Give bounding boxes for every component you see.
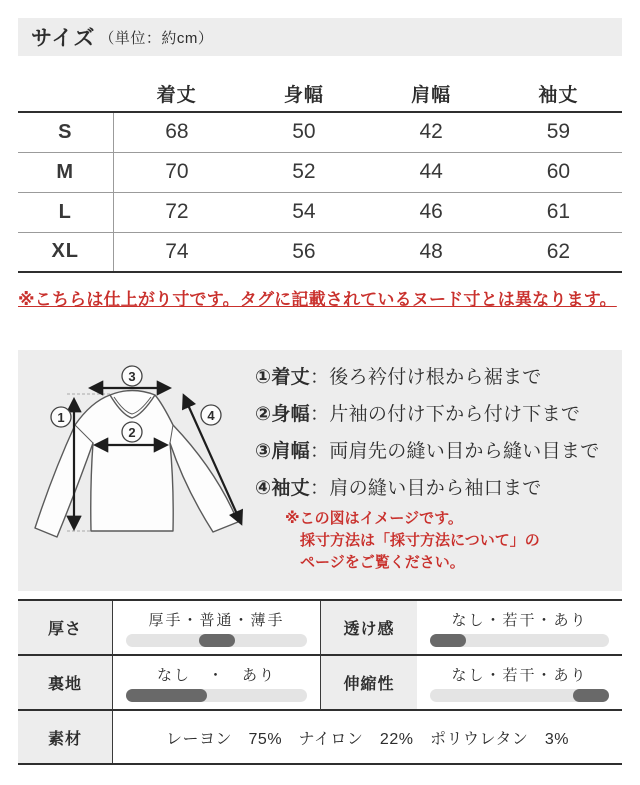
size-value: 54 (240, 192, 367, 232)
definition-term: ②身幅 (255, 404, 310, 425)
size-value: 62 (495, 232, 622, 272)
size-value: 44 (368, 152, 495, 192)
sheerness-scale-label: なし・若干・あり (451, 611, 588, 629)
spec-label-stretch: 伸縮性 (320, 656, 417, 711)
size-label: M (18, 152, 113, 192)
lining-slider-track (126, 689, 307, 702)
lining-scale-label: なし ・ あり (156, 666, 276, 684)
size-value: 46 (368, 192, 495, 232)
thickness-scale-label: 厚手・普通・薄手 (148, 611, 285, 629)
size-label: XL (18, 232, 113, 272)
definition-desc: ：後ろ衿付け根から裾まで (310, 367, 542, 388)
definition-desc: ：片袖の付け下から付け下まで (310, 404, 581, 425)
size-value: 42 (368, 112, 495, 152)
table-row-s (18, 112, 622, 152)
thickness-slider-track (126, 634, 307, 647)
size-value: 68 (113, 112, 240, 152)
marker-3: 3 (128, 369, 136, 384)
note-line: ページをご覧ください。 (300, 554, 465, 571)
size-chart-header-row (18, 75, 622, 112)
marker-2: 2 (128, 425, 136, 440)
definition-length (255, 359, 600, 396)
fabric-spec-table (18, 599, 622, 765)
definition-width (255, 396, 600, 433)
definition-term: ①着丈 (255, 367, 310, 388)
table-row-l (18, 192, 622, 232)
definition-desc: ：両肩先の縫い目から縫い目まで (310, 441, 600, 462)
size-value: 70 (113, 152, 240, 192)
note-line: ※この図はイメージです。 (285, 510, 463, 527)
thickness-slider-thumb (199, 634, 235, 647)
size-chart-table (18, 75, 622, 273)
size-value: 61 (495, 192, 622, 232)
size-label: L (18, 192, 113, 232)
definition-shoulder (255, 433, 600, 470)
section-title: サイズ (31, 27, 96, 50)
spec-label-material: 素材 (18, 711, 113, 763)
material-value: レーヨン 75% ナイロン 22% ポリウレタン 3% (166, 730, 569, 748)
lining-slider-thumb (126, 689, 207, 702)
column-header-length: 着丈 (113, 75, 240, 112)
marker-1: 1 (57, 410, 65, 425)
size-value: 60 (495, 152, 622, 192)
table-row-xl (18, 232, 622, 272)
section-title-unit: （単位：約cm） (99, 29, 214, 47)
definition-desc: ：肩の縫い目から袖口まで (310, 478, 542, 499)
spec-lining-cell (113, 656, 320, 711)
sheerness-slider-track (430, 634, 609, 647)
spec-label-lining: 裏地 (18, 656, 113, 711)
size-value: 72 (113, 192, 240, 232)
definition-term: ③肩幅 (255, 441, 310, 462)
definition-term: ④袖丈 (255, 478, 310, 499)
corner-cell (18, 75, 113, 112)
size-value: 52 (240, 152, 367, 192)
spec-label-thickness: 厚さ (18, 601, 113, 656)
spec-thickness-cell (113, 601, 320, 656)
measurement-definitions (255, 359, 600, 507)
column-header-shoulder: 肩幅 (368, 75, 495, 112)
column-header-width: 身幅 (240, 75, 367, 112)
sheerness-slider-thumb (430, 634, 466, 647)
marker-4: 4 (207, 408, 215, 423)
spec-stretch-cell (417, 656, 622, 711)
size-label: S (18, 112, 113, 152)
finished-measurement-warning: ※こちらは仕上がり寸です。タグに記載されているヌード寸とは異なります。 (18, 290, 617, 309)
definition-sleeve (255, 470, 600, 507)
size-info-section (18, 18, 622, 765)
section-title-bar (18, 18, 622, 56)
column-header-sleeve: 袖丈 (495, 75, 622, 112)
size-value: 56 (240, 232, 367, 272)
measurement-diagram-panel (18, 350, 622, 591)
size-value: 59 (495, 112, 622, 152)
size-value: 74 (113, 232, 240, 272)
shirt-measurement-diagram-icon (25, 355, 255, 590)
stretch-scale-label: なし・若干・あり (451, 666, 588, 684)
stretch-slider-thumb (573, 689, 609, 702)
stretch-slider-track (430, 689, 609, 702)
note-line: 採寸方法は「採寸方法について」の (300, 532, 540, 549)
spec-label-sheerness: 透け感 (320, 601, 417, 656)
spec-sheerness-cell (417, 601, 622, 656)
size-value: 48 (368, 232, 495, 272)
size-value: 50 (240, 112, 367, 152)
table-row-m (18, 152, 622, 192)
diagram-note (285, 508, 540, 574)
